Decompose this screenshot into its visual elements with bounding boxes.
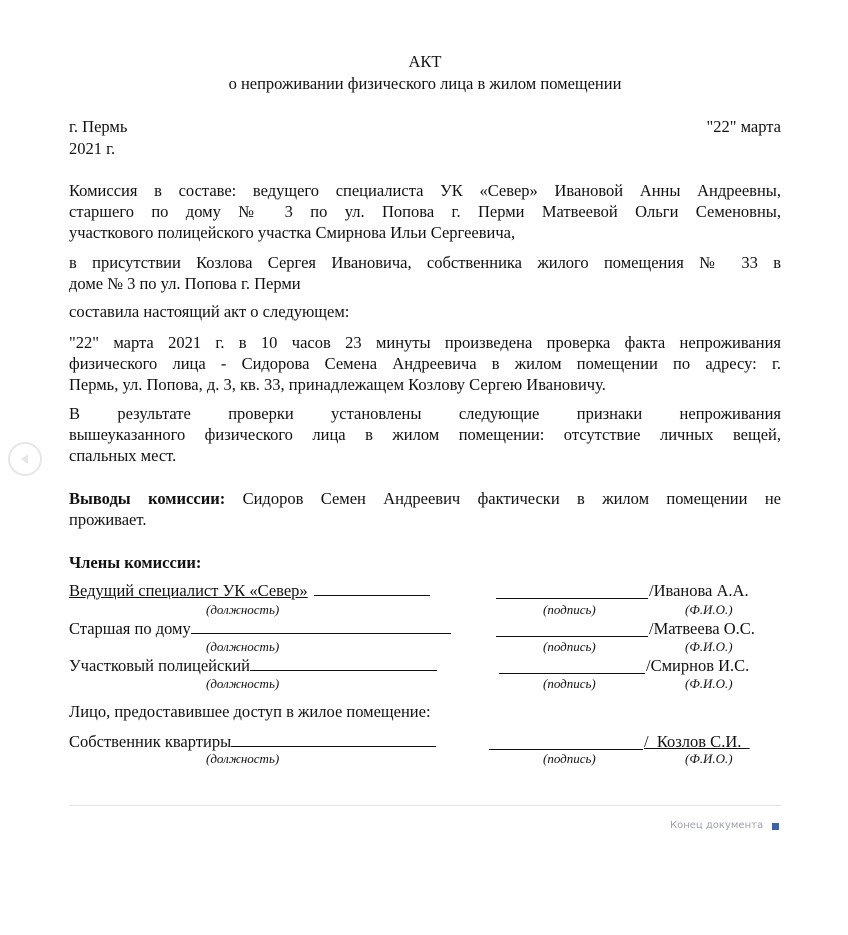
city: г. Пермь <box>69 117 128 136</box>
signature-caption: (подпись) <box>543 676 596 691</box>
document-title: АКТ <box>408 52 442 71</box>
members-heading: Члены комиссии: <box>69 553 202 572</box>
text-line: проживает. <box>69 510 147 529</box>
member-name: /Матвеева О.С. <box>649 619 755 638</box>
member-row <box>69 581 430 601</box>
position-caption: (должность) <box>206 639 280 654</box>
check-paragraph <box>69 332 781 395</box>
presence-paragraph <box>69 252 781 294</box>
signature-caption: (подпись) <box>543 639 596 654</box>
fio-caption: (Ф.И.О.) <box>685 676 733 691</box>
conclusions-paragraph <box>69 488 781 530</box>
position-caption: (должность) <box>206 676 280 691</box>
position-caption: (должность) <box>206 602 280 617</box>
text-line: спальных мест. <box>69 446 177 465</box>
member-row <box>69 619 451 639</box>
owner-row <box>69 732 436 752</box>
signature-line <box>499 659 645 674</box>
text-line: В результате проверки установлены следующие признаки непроживания <box>69 404 781 423</box>
commission-paragraph <box>69 180 781 243</box>
owner-position: Собственник квартиры <box>69 732 232 751</box>
position-line <box>231 732 436 747</box>
member-name: /Смирнов И.С. <box>646 656 750 675</box>
text-line: доме № 3 по ул. Попова г. Перми <box>69 274 301 293</box>
position-line <box>314 581 430 596</box>
text-line: Комиссия в составе: ведущего специалиста УК «Север» Ивановой Анны Андреевны, <box>69 181 781 200</box>
text-line: участкового полицейского участка Смирнова Ильи Сергеевича, <box>69 223 516 242</box>
owner-name: / Козлов С.И. <box>644 732 750 751</box>
position-line <box>250 656 437 671</box>
member-name: /Иванова А.А. <box>649 581 749 600</box>
text-line: в присутствии Козлова Сергея Ивановича, собственника жилого помещения № 33 в <box>69 253 781 272</box>
member-row <box>69 656 437 676</box>
fio-caption: (Ф.И.О.) <box>685 602 733 617</box>
member-position: Участковый полицейский <box>69 656 251 675</box>
text-line: физического лица - Сидорова Семена Андреевича в жилом помещении по адресу: г. <box>69 354 781 373</box>
end-marker-icon <box>772 823 779 830</box>
signature-line <box>496 584 648 599</box>
year: 2021 г. <box>69 139 116 158</box>
end-of-document-label: Конец документа <box>670 820 764 831</box>
text-line: вышеуказанного физического лица в жилом помещении: отсутствие личных вещей, <box>69 425 781 444</box>
member-position: Ведущий специалист УК «Север» <box>69 581 308 600</box>
member-position: Старшая по дому <box>69 619 191 638</box>
fio-caption: (Ф.И.О.) <box>685 751 733 766</box>
access-label: Лицо, предоставившее доступ в жилое помещение: <box>69 702 431 721</box>
signature-caption: (подпись) <box>543 751 596 766</box>
date: "22" марта <box>706 117 781 136</box>
text-line: Пермь, ул. Попова, д. 3, кв. 33, принадлежащем Козлову Сергею Ивановичу. <box>69 375 606 394</box>
end-divider <box>69 805 781 806</box>
chevron-left-icon <box>18 452 32 466</box>
conclusions-text: Сидоров Семен Андреевич фактически в жилом помещении не <box>242 489 782 508</box>
signature-line <box>489 735 643 750</box>
conclusions-label: Выводы комиссии: <box>69 489 226 508</box>
compiled-statement: составила настоящий акт о следующем: <box>69 302 350 321</box>
result-paragraph <box>69 403 781 466</box>
previous-page-button[interactable] <box>8 442 42 476</box>
text-line <box>69 488 781 509</box>
document-subtitle: о непроживании физического лица в жилом помещении <box>228 74 622 93</box>
text-line: старшего по дому № 3 по ул. Попова г. Перми Матвеевой Ольги Семеновны, <box>69 202 781 221</box>
position-caption: (должность) <box>206 751 280 766</box>
text-line: "22" марта 2021 г. в 10 часов 23 минуты произведена проверка факта непроживания <box>69 333 781 352</box>
signature-line <box>496 622 648 637</box>
position-line <box>191 619 451 634</box>
fio-caption: (Ф.И.О.) <box>685 639 733 654</box>
signature-caption: (подпись) <box>543 602 596 617</box>
